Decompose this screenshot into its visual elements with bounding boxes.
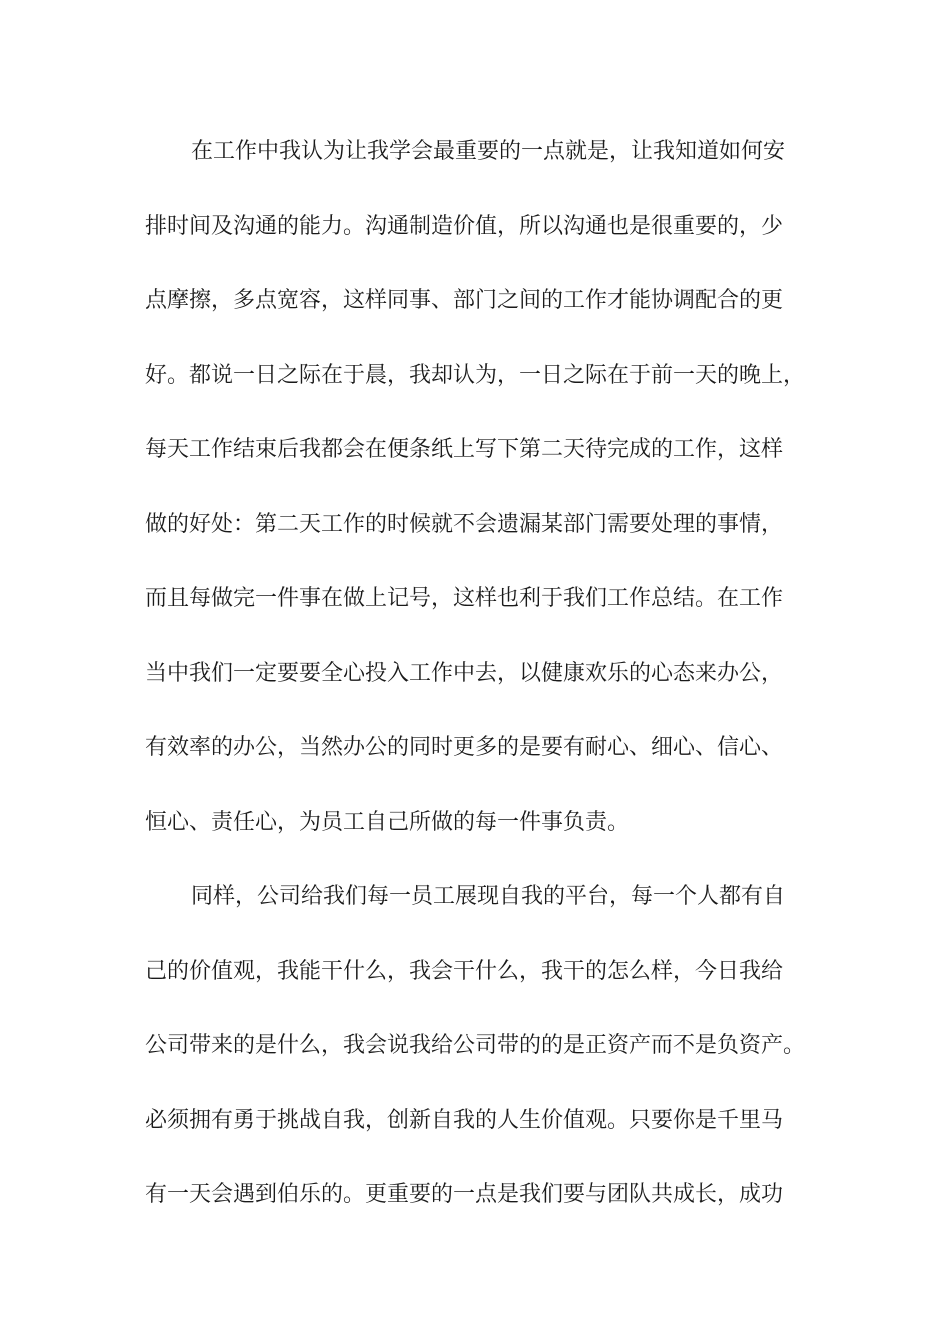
paragraph-2-line-2: 己的价值观，我能干什么，我会干什么，我干的怎么样，今日我给 — [145, 958, 784, 984]
paragraph-1-line-4: 好。都说一日之际在于晨，我却认为，一日之际在于前一天的晚上， — [145, 362, 806, 388]
paragraph-1-line-2: 排时间及沟通的能力。沟通制造价值，所以沟通也是很重要的，少 — [145, 213, 784, 239]
paragraph-2-line-4: 必须拥有勇于挑战自我，创新自我的人生价值观。只要你是千里马 — [145, 1107, 784, 1133]
paragraph-1-line-3: 点摩擦，多点宽容，这样同事、部门之间的工作才能协调配合的更 — [145, 288, 784, 313]
paragraph-2-line-1: 同样，公司给我们每一员工展现自我的平台，每一个人都有自 — [191, 884, 786, 909]
paragraph-1-line-6: 做的好处：第二天工作的时候就不会遗漏某部门需要处理的事情， — [145, 511, 784, 537]
paragraph-1-line-10: 恒心、责任心，为员工自己所做的每一件事负责。 — [145, 809, 630, 835]
paragraph-1-line-7: 而且每做完一件事在做上记号，这样也利于我们工作总结。在工作 — [145, 586, 784, 611]
paragraph-1-line-5: 每天工作结束后我都会在便条纸上写下第二天待完成的工作，这样 — [145, 437, 784, 462]
body-text — [145, 130, 815, 1248]
paragraph-1-line-8: 当中我们一定要要全心投入工作中去，以健康欢乐的心态来办公， — [145, 660, 784, 686]
paragraph-1-line-1: 在工作中我认为让我学会最重要的一点就是，让我知道如何安 — [191, 139, 786, 164]
paragraph-2-line-3: 公司带来的是什么，我会说我给公司带的的是正资产而不是负资产。 — [145, 1033, 806, 1058]
paragraph-2-line-5: 有一天会遇到伯乐的。更重要的一点是我们要与团队共成长，成功 — [145, 1182, 784, 1207]
paragraph-1-line-9: 有效率的办公，当然办公的同时更多的是要有耐心、细心、信心、 — [145, 735, 784, 760]
